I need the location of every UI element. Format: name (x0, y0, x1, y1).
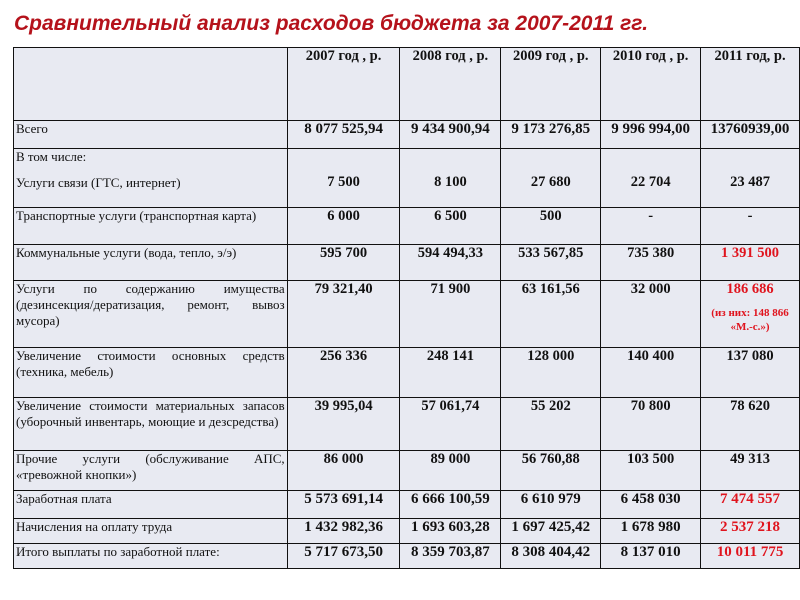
value-cell-2009 (501, 491, 601, 519)
value-cell-2009 (501, 281, 601, 348)
row-label (14, 544, 288, 569)
value-text: 9 996 994,00 (611, 121, 691, 137)
value-text: 533 567,85 (518, 245, 584, 261)
value-text: 8 100 (434, 174, 467, 190)
table-row (14, 398, 800, 451)
value-text: 6 666 100,59 (411, 491, 490, 507)
value-cell-2007 (287, 121, 400, 149)
value-cell-2010 (601, 245, 701, 281)
table-row (14, 451, 800, 491)
value-text: 22 704 (630, 174, 671, 190)
page-title: Сравнительный анализ расходов бюджета за 2007-2011 гг. (14, 12, 649, 35)
value-text: 10 011 775 (716, 544, 784, 560)
row-label-text: Увеличение стоимости основных средств (техника, мебель) (16, 348, 285, 379)
budget-comparison-table (13, 47, 800, 569)
row-label-text: Увеличение стоимости материальных запасов (уборочный инвентарь, моющие и дезсредства) (16, 398, 285, 429)
header-year-2007: 2007 год , р. (287, 48, 400, 121)
header-label-cell (14, 48, 288, 121)
value-cell-2008 (400, 519, 501, 544)
value-cell-2008 (400, 121, 501, 149)
value-text: 49 313 (730, 451, 770, 467)
value-text: 5 573 691,14 (304, 491, 383, 507)
value-cell-2008 (400, 245, 501, 281)
row-label-prefix: В том числе: (16, 149, 87, 164)
value-cell-2009 (501, 519, 601, 544)
value-cell-2008 (400, 544, 501, 569)
value-cell-2011 (701, 121, 800, 149)
value-text: 6 500 (434, 208, 467, 224)
value-text: 56 760,88 (521, 451, 580, 467)
value-cell-2009 (501, 245, 601, 281)
value-text: 1 432 982,36 (304, 519, 383, 535)
table-header-row (14, 48, 800, 121)
value-text: 595 700 (320, 245, 368, 261)
value-text: 8 308 404,42 (511, 544, 591, 560)
value-text: 6 458 030 (620, 491, 681, 507)
value-text: 500 (539, 208, 562, 224)
value-cell-2007 (287, 398, 400, 451)
value-text: 5 717 673,50 (304, 544, 383, 560)
value-cell-2011 (701, 451, 800, 491)
row-label (14, 149, 288, 208)
value-text: 186 686 (726, 281, 774, 297)
value-cell-2009 (501, 348, 601, 398)
value-text: 1 693 603,28 (411, 519, 490, 535)
value-cell-2007 (287, 245, 400, 281)
value-cell-2011 (701, 281, 800, 348)
value-cell-2009 (501, 121, 601, 149)
row-label (14, 121, 288, 149)
value-cell-2010 (601, 519, 701, 544)
row-label-text: Итого выплаты по заработной плате: (16, 544, 220, 559)
value-text: 6 610 979 (520, 491, 581, 507)
row-label-text: Всего (16, 121, 48, 136)
value-cell-2008 (400, 149, 501, 208)
value-text: 86 000 (323, 451, 364, 467)
value-text: 71 900 (430, 281, 471, 297)
table-row (14, 544, 800, 569)
row-label-text: Транспортные услуги (транспортная карта) (16, 208, 257, 223)
row-label (14, 281, 288, 348)
value-text: 57 061,74 (421, 398, 480, 414)
value-text: 63 161,56 (521, 281, 580, 297)
header-year-2009: 2009 год , р. (501, 48, 601, 121)
value-text: 6 000 (327, 208, 360, 224)
row-label-text: Коммунальные услуги (вода, тепло, э/э) (16, 245, 237, 260)
value-text: 140 400 (627, 348, 675, 364)
value-text: 8 359 703,87 (411, 544, 490, 560)
value-cell-2009 (501, 149, 601, 208)
value-text: 55 202 (530, 398, 571, 414)
value-cell-2008 (400, 281, 501, 348)
value-cell-2011 (701, 398, 800, 451)
value-text: 27 680 (530, 174, 571, 190)
row-label (14, 208, 288, 245)
value-text: 8 077 525,94 (304, 121, 383, 137)
value-text: 735 380 (627, 245, 675, 261)
row-label-text: Заработная плата (16, 491, 112, 506)
value-cell-2009 (501, 208, 601, 245)
row-label (14, 491, 288, 519)
value-cell-2010 (601, 451, 701, 491)
value-cell-2010 (601, 281, 701, 348)
table-row (14, 348, 800, 398)
value-text: 2 537 218 (720, 519, 781, 535)
value-cell-2007 (287, 348, 400, 398)
value-cell-2010 (601, 208, 701, 245)
value-text: 7 474 557 (720, 491, 781, 507)
value-text: 79 321,40 (314, 281, 373, 297)
row-label-text: Услуги по содержанию имущества (дезинсекция/дератизация, ремонт, вывоз мусора) (16, 281, 285, 328)
value-cell-2011 (701, 348, 800, 398)
value-cell-2009 (501, 398, 601, 451)
value-cell-2007 (287, 544, 400, 569)
row-label-text: Услуги связи (ГТС, интернет) (16, 175, 181, 190)
value-text: 8 137 010 (620, 544, 681, 560)
value-cell-2007 (287, 519, 400, 544)
value-text: 103 500 (627, 451, 675, 467)
value-cell-2008 (400, 398, 501, 451)
value-text: 128 000 (527, 348, 575, 364)
value-text: 13760939,00 (710, 121, 790, 137)
value-cell-2009 (501, 544, 601, 569)
value-cell-2010 (601, 149, 701, 208)
header-year-2011: 2011 год, р. (701, 48, 800, 121)
value-text: - (648, 208, 654, 224)
value-text: - (747, 208, 753, 224)
value-text: 9 434 900,94 (411, 121, 490, 137)
row-label-text: Начисления на оплату труда (16, 519, 173, 534)
value-cell-2010 (601, 544, 701, 569)
table-row (14, 208, 800, 245)
table-row (14, 121, 800, 149)
value-cell-2010 (601, 348, 701, 398)
value-text: 1 391 500 (721, 245, 780, 261)
value-cell-2010 (601, 398, 701, 451)
row-label (14, 398, 288, 451)
value-cell-2008 (400, 451, 501, 491)
value-cell-2008 (400, 491, 501, 519)
header-year-2010: 2010 год , р. (601, 48, 701, 121)
value-cell-2010 (601, 121, 701, 149)
table-row (14, 519, 800, 544)
value-cell-2008 (400, 348, 501, 398)
value-text: 70 800 (630, 398, 671, 414)
value-text: 256 336 (320, 348, 368, 364)
row-label (14, 519, 288, 544)
row-label-text: Прочие услуги (обслуживание АПС, «тревожной кнопки») (16, 451, 285, 482)
value-cell-2011 (701, 519, 800, 544)
value-cell-2010 (601, 491, 701, 519)
value-cell-2008 (400, 208, 501, 245)
value-cell-2007 (287, 149, 400, 208)
value-text: 23 487 (730, 174, 770, 190)
value-text: 248 141 (426, 348, 474, 364)
value-cell-2011 (701, 544, 800, 569)
value-text: 32 000 (630, 281, 671, 297)
value-cell-2007 (287, 491, 400, 519)
table-row (14, 491, 800, 519)
row-label (14, 348, 288, 398)
value-text: 594 494,33 (417, 245, 484, 261)
table-row (14, 281, 800, 348)
table-row (14, 245, 800, 281)
value-text: 1 697 425,42 (511, 519, 591, 535)
value-text: 78 620 (730, 398, 770, 414)
row-label (14, 451, 288, 491)
header-year-2008: 2008 год , р. (400, 48, 501, 121)
value-text: 89 000 (430, 451, 471, 467)
value-cell-2007 (287, 281, 400, 348)
value-cell-2011 (701, 149, 800, 208)
value-cell-2011 (701, 208, 800, 245)
value-text: 7 500 (327, 174, 360, 190)
value-cell-2011 (701, 245, 800, 281)
value-cell-2007 (287, 208, 400, 245)
row-label (14, 245, 288, 281)
value-text: 9 173 276,85 (511, 121, 591, 137)
table-row (14, 149, 800, 208)
value-text: 1 678 980 (620, 519, 681, 535)
value-text: 39 995,04 (314, 398, 373, 414)
value-cell-2009 (501, 451, 601, 491)
value-cell-2007 (287, 451, 400, 491)
value-cell-2011 (701, 491, 800, 519)
value-text: 137 080 (726, 348, 774, 364)
value-note: (из них: 148 866 «М.-с.») (711, 307, 789, 333)
